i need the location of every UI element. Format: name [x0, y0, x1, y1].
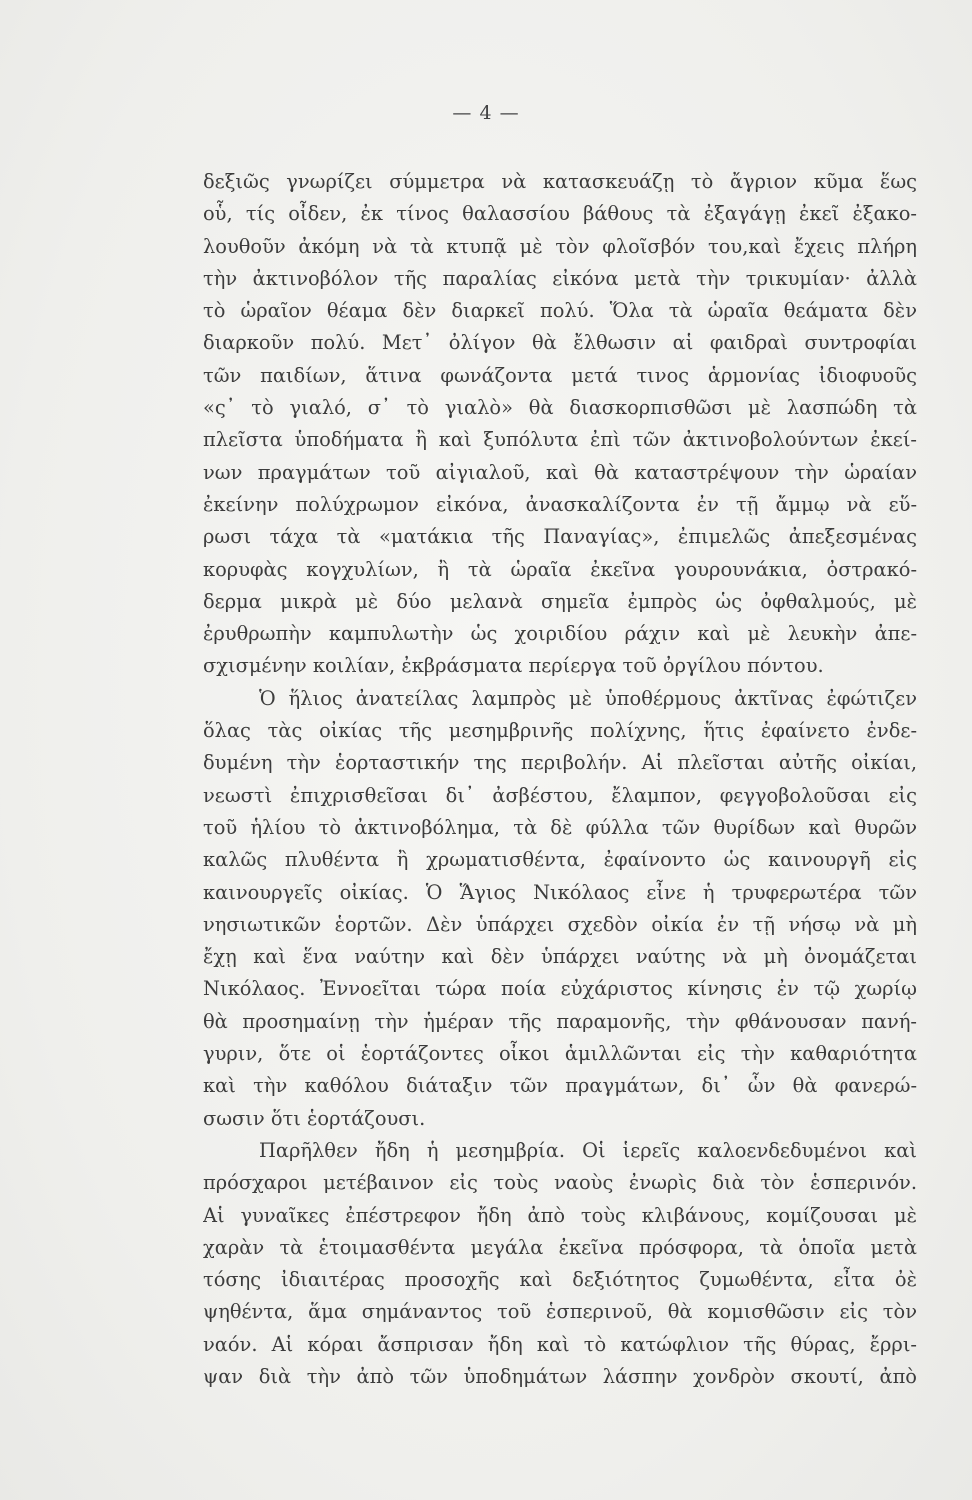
text-line: ναόν. Αἱ κόραι ἄσπρισαν ἤδη καὶ τὸ κατώφλιον τῆς θύρας, ἔρρι- [203, 1332, 917, 1356]
page-number: — 4 — [452, 102, 520, 124]
text-line: ὅλας τὰς οἰκίας τῆς μεσημβρινῆς πολίχνης, ἥτις ἐφαίνετο ἐνδε- [203, 719, 917, 743]
text-line: Αἱ γυναῖκες ἐπέστρεφον ἤδη ἀπὸ τοὺς κλιβάνους, κομίζουσαι μὲ [203, 1203, 917, 1227]
text-line: Νικόλαος. Ἐννοεῖται τώρα ποία εὐχάριστος κίνησις ἐν τῷ χωρίῳ [203, 977, 917, 1001]
text-line: Παρῆλθεν ἤδη ἡ μεσημβρία. Οἱ ἱερεῖς καλοενδεδυμένοι καὶ [259, 1138, 917, 1162]
text-line: δεξιῶς γνωρίζει σύμμετρα νὰ κατασκευάζῃ τὸ ἄγριον κῦμα ἕως [203, 170, 917, 193]
text-line: νησιωτικῶν ἑορτῶν. Δὲν ὑπάρχει σχεδὸν οἰκία ἐν τῇ νήσῳ νὰ μὴ [203, 912, 917, 936]
text-line: διαρκοῦν πολύ. Μετ᾿ ὀλίγον θὰ ἔλθωσιν αἱ φαιδραὶ συντροφίαι [203, 331, 917, 355]
text-line: θὰ προσημαίνῃ τὴν ἡμέραν τῆς παραμονῆς, τὴν φθάνουσαν πανή- [203, 1009, 917, 1033]
text-line: ψαν διὰ τὴν ἀπὸ τῶν ὑποδημάτων λάσπην χονδρὸν σκουτί, ἀπὸ [203, 1364, 917, 1388]
text-line: οὗ, τίς οἶδεν, ἐκ τίνος θαλασσίου βάθους τὰ ἐξαγάγῃ ἐκεῖ ἐξακο- [203, 202, 917, 226]
text-line: λουθοῦν ἀκόμη νὰ τὰ κτυπᾷ μὲ τὸν φλοῖσβόν του,καὶ ἔχεις πλήρη [203, 234, 917, 258]
text-line: καλῶς πλυθέντα ἢ χρωματισθέντα, ἐφαίνοντο ὡς καινουργῆ εἰς [203, 848, 917, 872]
text-line: ἐκείνην πολύχρωμον εἰκόνα, ἀνασκαλίζοντα ἐν τῇ ἄμμῳ νὰ εὕ- [203, 492, 917, 516]
text-line: σχισμένην κοιλίαν, ἐκβράσματα περίεργα τοῦ ὀργίλου πόντου. [203, 654, 824, 678]
text-line: ἐρυθρωπὴν καμπυλωτὴν ὡς χοιριδίου ράχιν καὶ μὲ λευκὴν ἀπε- [203, 622, 917, 646]
text-line: τὴν ἀκτινοβόλον τῆς παραλίας εἰκόνα μετὰ τὴν τρικυμίαν· ἀλλὰ [203, 266, 917, 290]
text-line: νεωστὶ ἐπιχρισθεῖσαι δι᾿ ἀσβέστου, ἔλαμπον, φεγγοβολοῦσαι εἰς [203, 783, 917, 807]
text-line: σωσιν ὅτι ἑορτάζουσι. [203, 1106, 426, 1130]
text-line: γυριν, ὅτε οἱ ἑορτάζοντες οἶκοι ἁμιλλῶνται εἰς τὴν καθαριότητα [203, 1042, 917, 1066]
text-line: νων πραγμάτων τοῦ αἰγιαλοῦ, καὶ θὰ καταστρέψουν τὴν ὡραίαν [203, 460, 917, 484]
text-line: δυμένη τὴν ἑορταστικήν της περιβολήν. Αἱ πλεῖσται αὐτῆς οἰκίαι, [203, 751, 917, 775]
text-line: δερμα μικρὰ μὲ δύο μελανὰ σημεῖα ἐμπρὸς ὡς ὀφθαλμούς, μὲ [203, 589, 917, 613]
text-line: καινουργεῖς οἰκίας. Ὁ Ἅγιος Νικόλαος εἶνε ἡ τρυφερωτέρα τῶν [203, 880, 917, 904]
text-line: καὶ τὴν καθόλου διάταξιν τῶν πραγμάτων, δι᾿ ὧν θὰ φανερώ- [203, 1074, 917, 1098]
text-line: κορυφὰς κογχυλίων, ἢ τὰ ὡραῖα ἐκεῖνα γουρουνάκια, ὀστρακό- [203, 557, 917, 581]
text-line: χαρὰν τὰ ἑτοιμασθέντα μεγάλα ἐκεῖνα πρόσφορα, τὰ ὁποῖα μετὰ [203, 1235, 917, 1259]
text-line: «ς᾿ τὸ γιαλό, σ᾿ τὸ γιαλὸ» θὰ διασκορπισθῶσι μὲ λασπώδη τὰ [203, 396, 917, 420]
text-line: πρόσχαροι μετέβαινον εἰς τοὺς ναοὺς ἐνωρὶς διὰ τὸν ἑσπερινόν. [203, 1171, 917, 1195]
text-line: τὸ ὡραῖον θέαμα δὲν διαρκεῖ πολύ. Ὅλα τὰ ὡραῖα θεάματα δὲν [203, 299, 917, 323]
body-text [203, 166, 917, 1393]
text-line: τῶν παιδίων, ἅτινα φωνάζοντα μετά τινος ἁρμονίας ἰδιοφυοῦς [203, 363, 917, 387]
text-line: τοῦ ἡλίου τὸ ἀκτινοβόλημα, τὰ δὲ φύλλα τῶν θυρίδων καὶ θυρῶν [203, 815, 917, 839]
text-line: ἔχῃ καὶ ἕνα ναύτην καὶ δὲν ὑπάρχει ναύτης νὰ μὴ ὀνομάζεται [203, 945, 917, 969]
text-line: πλεῖστα ὑποδήματα ἢ καὶ ξυπόλυτα ἐπὶ τῶν ἀκτινοβολούντων ἐκεί- [203, 428, 917, 452]
text-line: ψηθέντα, ἅμα σημάναντος τοῦ ἑσπερινοῦ, θὰ κομισθῶσιν εἰς τὸν [203, 1300, 917, 1324]
text-line: ρωσι τάχα τὰ «ματάκια τῆς Παναγίας», ἐπιμελῶς ἀπεξεσμένας [203, 525, 917, 549]
text-line: Ὁ ἥλιος ἀνατείλας λαμπρὸς μὲ ὑποθέρμους ἀκτῖνας ἐφώτιζεν [259, 686, 917, 710]
text-line: τόσης ἰδιαιτέρας προσοχῆς καὶ δεξιότητος ζυμωθέντα, εἶτα ὀὲ [203, 1268, 917, 1292]
